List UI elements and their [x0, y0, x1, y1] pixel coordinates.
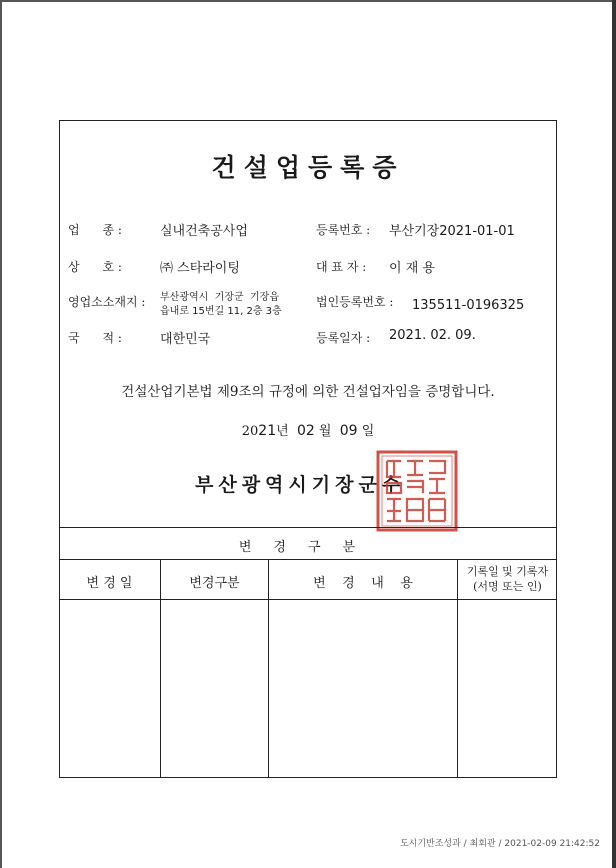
- window-frame-top: [0, 0, 616, 2]
- registration-number-value: 부산기장2021-01-01: [389, 224, 515, 239]
- issue-date-month-unit: 월: [318, 424, 332, 439]
- issue-date-century: 20: [241, 424, 259, 439]
- column-header-change-content: 변 경 내 용: [313, 576, 413, 591]
- certification-statement: 건설산업기본법 제9조의 규정에 의한 건설업자임을 증명합니다.: [121, 384, 495, 400]
- address-label: 영업소소재지 :: [68, 295, 146, 309]
- table-header-bottom-rule: [59, 599, 557, 600]
- corporate-registration-label: 법인등록번호 :: [316, 295, 394, 309]
- seal-glyphs: [387, 461, 445, 521]
- nationality-value: 대한민국: [160, 332, 211, 347]
- trade-name-label: 상 호 :: [68, 260, 122, 274]
- representative-label: 대 표 자 :: [316, 260, 367, 274]
- nationality-label: 국 적 :: [68, 331, 122, 345]
- registration-number-label: 등록번호 :: [316, 223, 371, 237]
- issue-date: [0, 420, 616, 439]
- address-line2: 읍내로 15번길 11, 2층 3층: [160, 306, 282, 317]
- certificate-title: 건설업등록증: [211, 153, 405, 182]
- column-header-signature: (서명 또는 인): [473, 580, 542, 593]
- registration-date-value: 2021. 02. 09.: [389, 328, 476, 343]
- trade-name-value: ㈜ 스타라이팅: [160, 261, 240, 276]
- column-header-change-type: 변경구분: [189, 576, 240, 591]
- corporate-registration-value: 135511-0196325: [412, 298, 525, 313]
- official-seal: [375, 449, 459, 533]
- column-divider-2: [268, 559, 269, 778]
- print-footer: 도시기반조성과 / 최회관 / 2021-02-09 21:42:52: [399, 839, 600, 849]
- column-header-record-date: 기록일 및 기록자: [466, 565, 549, 578]
- address-line1: 부산광역시 기장군 기장읍: [160, 292, 279, 303]
- issue-date-day: 09: [339, 423, 358, 439]
- seal-inner-border: [382, 456, 452, 526]
- change-section-title: 변경구분: [238, 540, 378, 555]
- column-divider-1: [160, 559, 161, 778]
- column-header-change-date: 변 경 일: [86, 576, 133, 591]
- business-type-label: 업 종 :: [68, 223, 122, 237]
- certificate-border: [59, 120, 557, 778]
- issue-date-day-unit: 일: [361, 424, 375, 439]
- business-type-value: 실내건축공사업: [160, 224, 248, 239]
- table-header-top-rule: [59, 559, 557, 560]
- issue-date-year: 21: [258, 423, 277, 439]
- issue-date-month: 02: [296, 423, 315, 439]
- issuer-name: 부산광역시기장군수: [195, 474, 406, 496]
- registration-date-label: 등록일자 :: [316, 331, 371, 345]
- representative-value: 이 재 용: [389, 261, 435, 276]
- issue-date-year-unit: 년: [276, 424, 289, 439]
- section-divider: [59, 527, 557, 528]
